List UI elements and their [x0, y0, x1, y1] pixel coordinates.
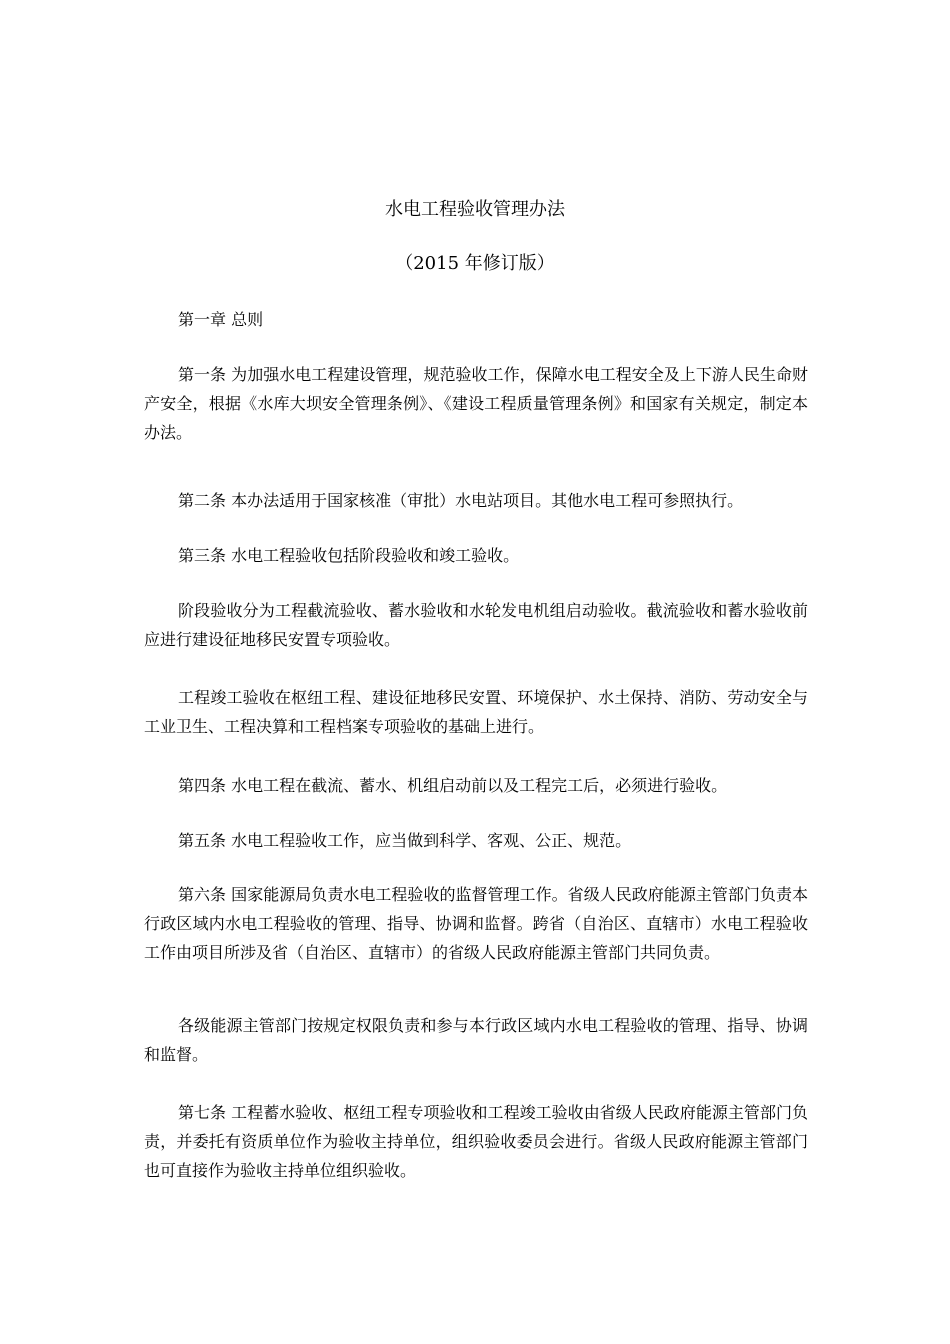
article-2: 第二条 本办法适用于国家核准（审批）水电站项目。其他水电工程可参照执行。 [178, 491, 744, 510]
article-3-stage-acceptance: 阶段验收分为工程截流验收、蓄水验收和水轮发电机组启动验收。截流验收和蓄水验收前应进行建设征地移民安置专项验收。 [144, 601, 808, 649]
article-4: 第四条 水电工程在截流、蓄水、机组启动前以及工程完工后，必须进行验收。 [178, 776, 728, 795]
article-1: 第一条 为加强水电工程建设管理，规范验收工作，保障水电工程安全及上下游人民生命财产安全，根据《水库大坝安全管理条例》、《建设工程质量管理条例》和国家有关规定，制定本办法。 [144, 365, 808, 442]
article-3: 第三条 水电工程验收包括阶段验收和竣工验收。 [178, 546, 520, 565]
document-title: 水电工程验收管理办法 [385, 199, 565, 220]
chapter-heading: 第一章 总则 [178, 310, 264, 329]
article-6-supplement: 各级能源主管部门按规定权限负责和参与本行政区域内水电工程验收的管理、指导、协调和监督。 [144, 1016, 808, 1064]
article-6: 第六条 国家能源局负责水电工程验收的监督管理工作。省级人民政府能源主管部门负责本行政区域内水电工程验收的管理、指导、协调和监督。跨省（自治区、直辖市）水电工程验收工作由项目所涉及省（自治区、直辖市）的省级人民政府能源主管部门共同负责。 [144, 885, 808, 962]
document-subtitle: （2015 年修订版） [395, 253, 555, 274]
article-3-completion-acceptance: 工程竣工验收在枢纽工程、建设征地移民安置、环境保护、水土保持、消防、劳动安全与工业卫生、工程决算和工程档案专项验收的基础上进行。 [144, 688, 808, 736]
article-5: 第五条 水电工程验收工作，应当做到科学、客观、公正、规范。 [178, 831, 632, 850]
article-7: 第七条 工程蓄水验收、枢纽工程专项验收和工程竣工验收由省级人民政府能源主管部门负责，并委托有资质单位作为验收主持单位，组织验收委员会进行。省级人民政府能源主管部门也可直接作为验收主持单位组织验收。 [144, 1103, 808, 1180]
